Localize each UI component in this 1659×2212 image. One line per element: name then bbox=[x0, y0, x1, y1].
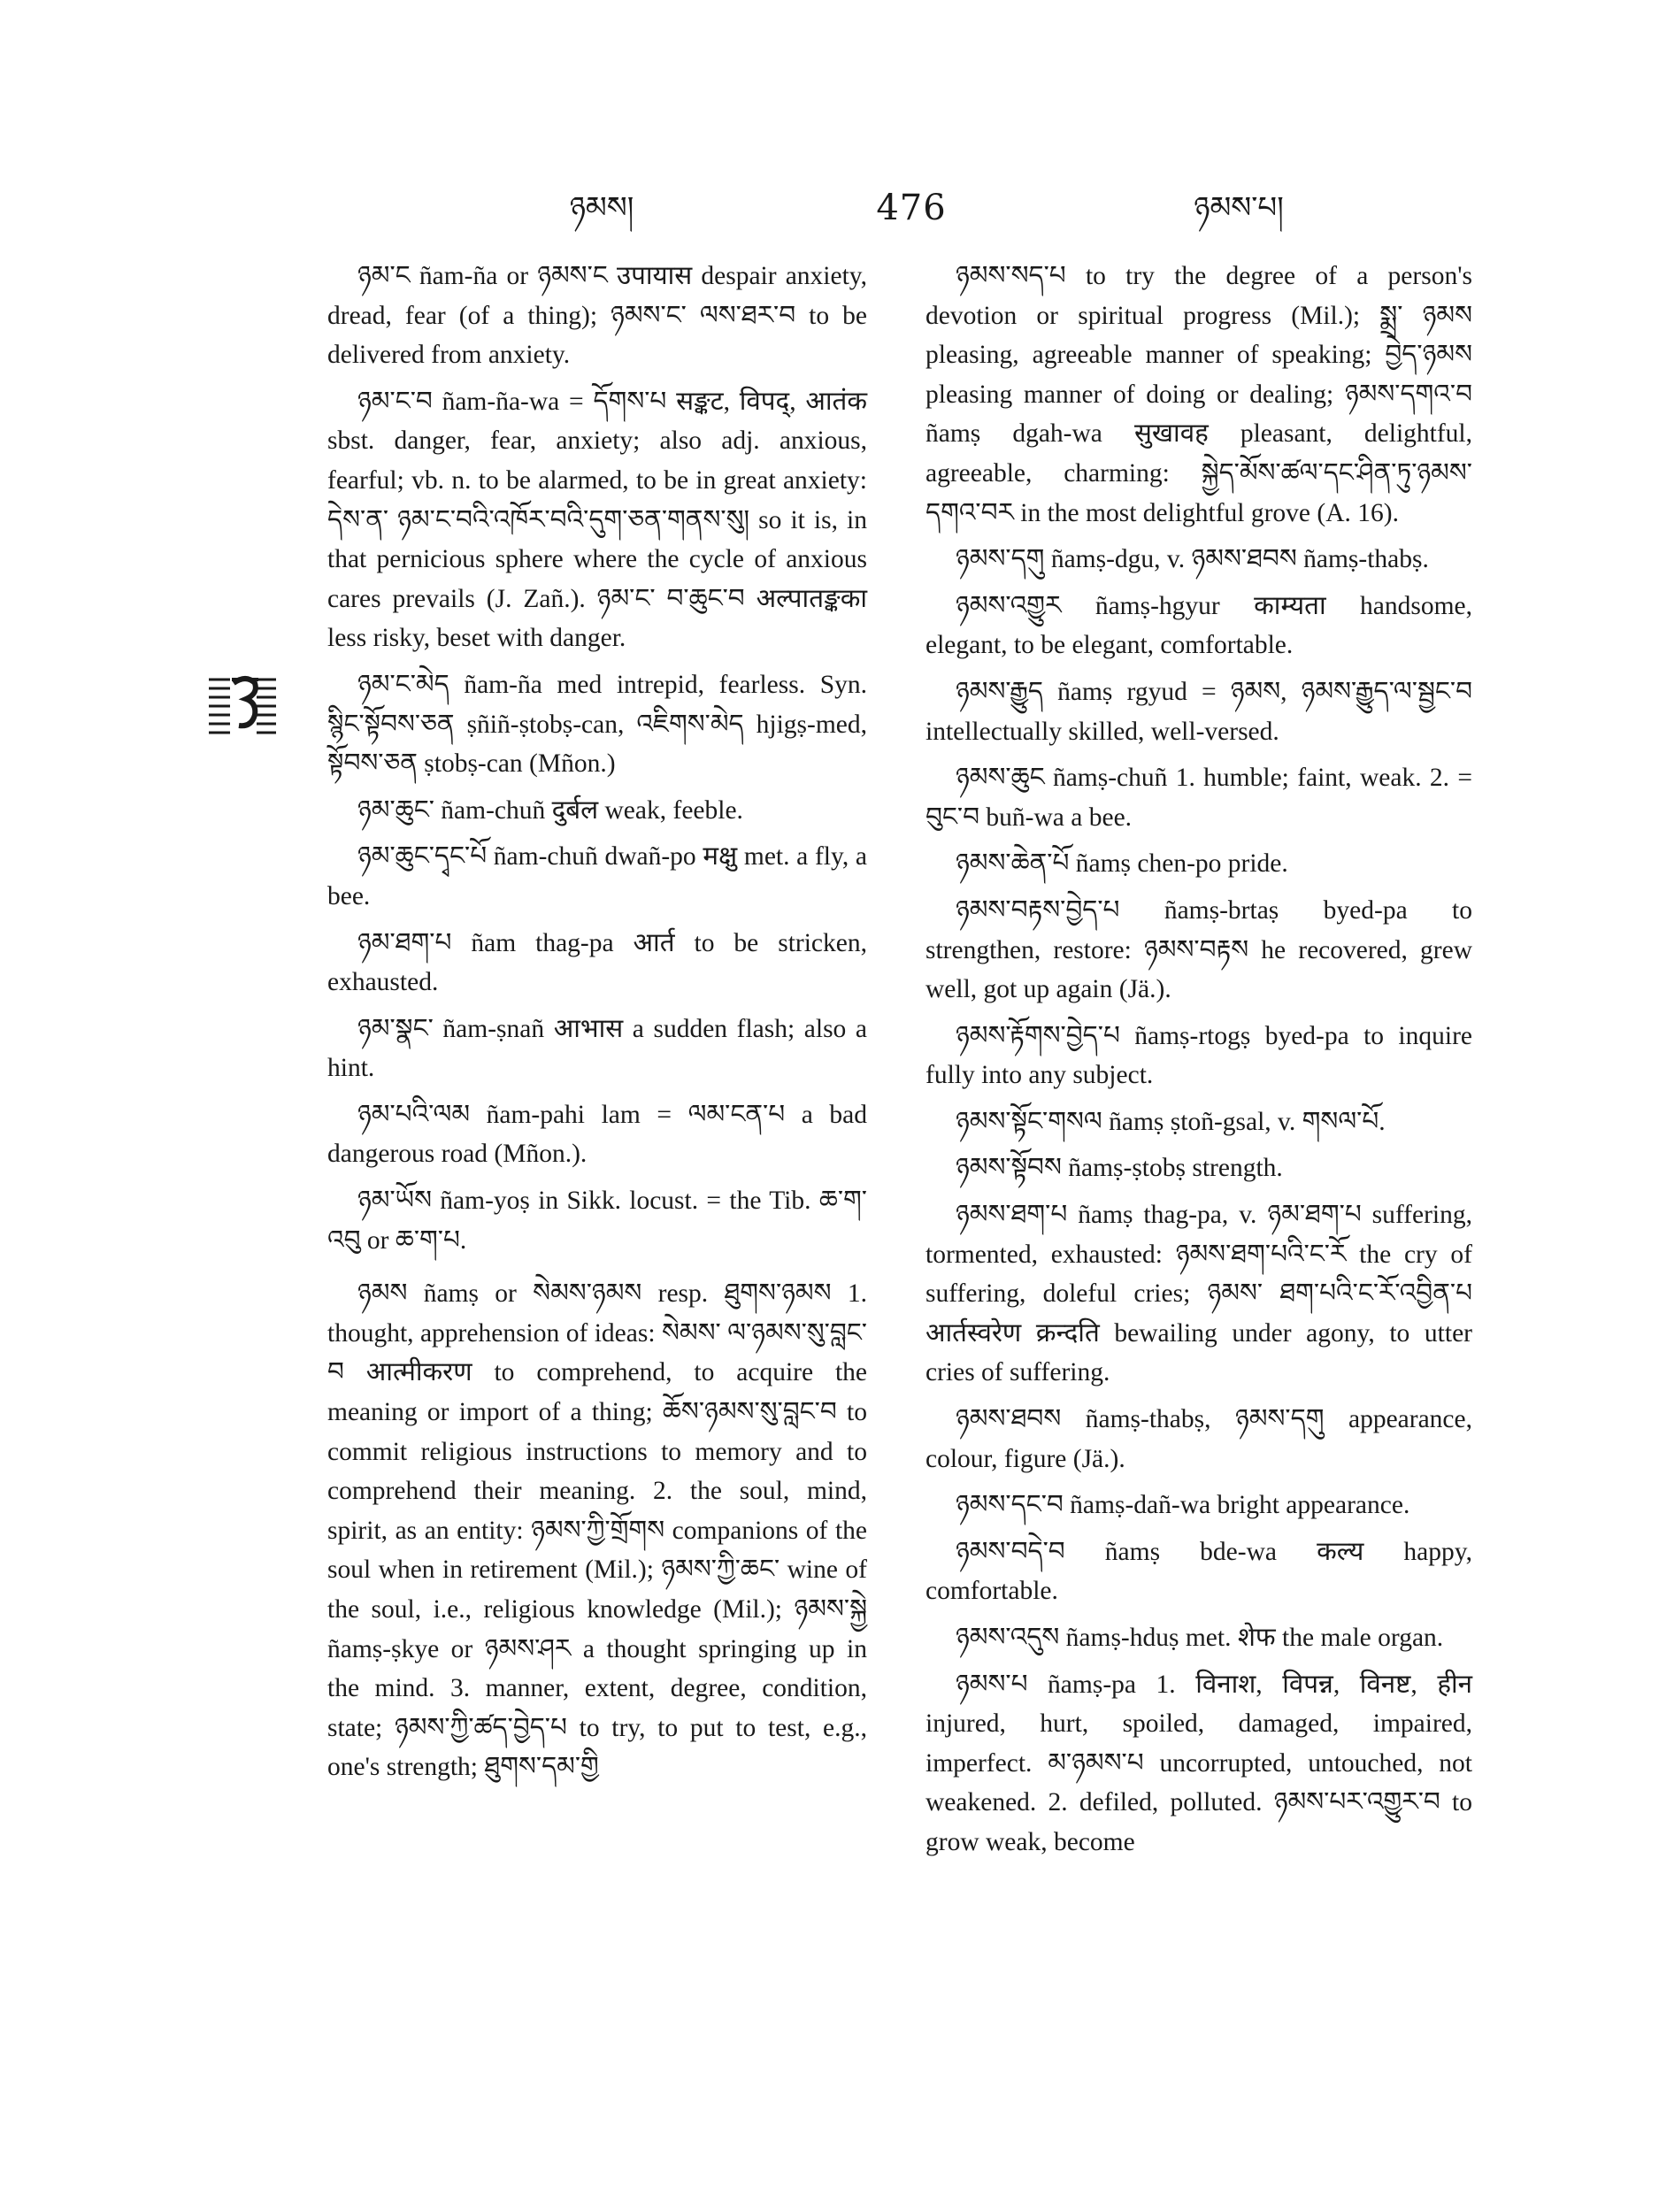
entry-nams: ཉམས ñamṣ or སེམས་ཉམས resp. ཐུགས་ཉམས 1. thought, apprehension of ideas: སེམས་ ལ་ཉམས་སུ་བླང་བ आत्मीकरण to comprehend, to acquire the meaning or import of a thing; ཆོས་ཉམས་སུ་བླང་བ to commit religious instructions to memory and to comprehend their meaning. 2. the soul, mind, spirit, as an entity: ཉམས་ཀྱི་གྲོགས companions of the soul when in retirement (Mil.); ཉམས་ཀྱི་ཆང་ wine of the soul, i.e., religious knowledge (Mil.); ཉམས་སྐྱེ ñamṣ-ṣkye or ཉམས་ཤར a thought springing up in the mind. 3. manner, extent, degree, condition, state; ཉམས་ཀྱི་ཚད་བྱེད་པ to try, to put to test, e.g., one's strength; ཐུགས་དམ་གྱི bbox=[327, 1279, 867, 1782]
entry-nams-hdus: ཉམས་འདུས ñamṣ-hduṣ met. शेफ the male organ. bbox=[956, 1624, 1444, 1652]
entry-nams-thabs: ཉམས་ཐབས ñamṣ-thabṣ, ཉམས་དགུ appearance, colour, figure (Jä.). bbox=[926, 1405, 1472, 1473]
entry-nam-chun-dwan-po: ཉམ་ཆུང་དྭང་པོ ñam-chuñ dwañ-po मक्षु met. a fly, a bee. bbox=[327, 842, 867, 910]
entry-nams-hgyur: ཉམས་འགྱུར ñamṣ-hgyur काम्यता handsome, elegant, to be elegant, comfortable. bbox=[926, 591, 1472, 660]
running-head-left: ཉམས། bbox=[569, 190, 634, 226]
left-column bbox=[327, 257, 867, 1794]
page-number: 476 bbox=[876, 188, 947, 228]
entry-nams-thag-pa: ཉམས་ཐག་པ ñamṣ thag-pa, v. ཉམ་ཐག་པ suffering, tormented, exhausted: ཉམས་ཐག་པའི་ང་རོ the cry of suffering, doleful cries; ཉམས་ ཐག་པའི་ང་རོ་འབྱིན་པ आर्तस्वरेण क्रन्दति bewailing under agony, to utter cries of suffering. bbox=[926, 1201, 1472, 1387]
entry-nam-na: ཉམ་ང ñam-ña or ཉམས་ང उपायास despair anxiety, dread, fear (of a thing); ཉམས་ང་ ལས་ཐར་བ to be delivered from anxiety. bbox=[327, 262, 867, 370]
margin-nya-glyph-icon bbox=[207, 671, 278, 738]
entry-nam-thag-pa: ཉམ་ཐག་པ ñam thag-pa आर्त to be stricken, exhausted. bbox=[327, 928, 867, 997]
entry-nams-stobs: ཉམས་སྟོབས ñamṣ-ṣtobṣ strength. bbox=[956, 1154, 1283, 1183]
entry-nams-brtas-byed-pa: ཉམས་བརྟས་བྱེད་པ ñamṣ-brtaṣ byed-pa to strengthen, restore: ཉམས་བརྟས he recovered, grew well, got up again (Jä.). bbox=[926, 895, 1472, 1004]
running-head-right: ཉམས་པ། bbox=[1194, 190, 1284, 226]
entry-nams-rgyud: ཉམས་རྒྱུད ñamṣ rgyud = ཉམས, ཉམས་རྒྱུད་ལ་སྦྱང་བ intellectually skilled, well-versed. bbox=[926, 677, 1472, 746]
entry-nams-ston-gsal: ཉམས་སྟོང་གསལ ñamṣ ṣtoñ-gsal, v. གསལ་པོ. bbox=[956, 1107, 1386, 1136]
entry-nam-na-med: ཉམ་ང་མེད ñam-ña med intrepid, fearless. Syn. སྙིང་སྟོབས་ཅན ṣñiñ-ṣtobṣ-can, འཇིགས་མེད hjigṣ-med, སྟོབས་ཅན ṣtobṣ-can (Mñon.) bbox=[327, 670, 867, 779]
entry-nam-snan: ཉམ་སྣང་ ñam-ṣnañ आभास a sudden flash; also a hint. bbox=[327, 1014, 867, 1083]
right-column bbox=[926, 257, 1472, 1870]
entry-nam-chun: ཉམ་ཆུང་ ñam-chuñ दुर्बल weak, feeble. bbox=[357, 795, 743, 825]
entry-nams-pa: ཉམས་པ ñamṣ-pa 1. विनाश, विपन्न, विनष्ट, हीन injured, hurt, spoiled, damaged, impaired, imperfect. མ་ཉམས་པ uncorrupted, untouched, not weakened. 2. defiled, polluted. ཉམས་པར་འགྱུར་བ to grow weak, become bbox=[926, 1670, 1472, 1856]
entry-nams-chen-po: ཉམས་ཆེན་པོ ñamṣ chen-po pride. bbox=[956, 849, 1288, 879]
entry-nams-chun: ཉམས་ཆུང ñamṣ-chuñ 1. humble; faint, weak. 2. = བུང་བ buñ-wa a bee. bbox=[926, 764, 1472, 832]
entry-nams-rtogs-byed-pa: ཉམས་རྟོགས་བྱེད་པ ñamṣ-rtogṣ byed-pa to inquire fully into any subject. bbox=[926, 1021, 1472, 1090]
entry-nam-na-wa: ཉམ་ང་བ ñam-ña-wa = དོགས་པ सङ्कट, विपद्, आतंक sbst. danger, fear, anxiety; also adj. anxious, fearful; vb. n. to be alarmed, to be in great anxiety: དེས་ན་ ཉམ་ང་བའི་འཁོར་བའི་དུག་ཅན་གནས་སུ། so it is, in that pernicious sphere where the cycle of anxious cares prevails (J. Zañ.). ཉམ་ང་ བ་ཆུང་བ अल्पातङ्कका less risky, beset with danger. bbox=[327, 387, 867, 653]
entry-nam-pahi-lam: ཉམ་པའི་ལམ ñam-pahi lam = ལམ་ངན་པ a bad dangerous road (Mñon.). bbox=[327, 1100, 867, 1169]
entry-nam-yos: ཉམ་ཡོས ñam-yoṣ in Sikk. locust. = the Tib. ཆ་ག་འབུ or ཆ་ག་པ. bbox=[327, 1187, 867, 1255]
entry-nams-dan-wa: ཉམས་དང་བ ñamṣ-dañ-wa bright appearance. bbox=[956, 1491, 1410, 1520]
entry-nams-dgu: ཉམས་དགུ ñamṣ-dgu, v. ཉམས་ཐབས ñamṣ-thabṣ. bbox=[956, 545, 1429, 574]
entry-nams-bde-wa: ཉམས་བདེ་བ ñamṣ bde-wa कल्य happy, comfortable. bbox=[926, 1537, 1472, 1606]
entry-nams-sad-pa: ཉམས་སད་པ to try the degree of a person's devotion or spiritual progress (Mil.); སྨྲ་ ཉམས pleasing, agreeable manner of speaking; བྱེད་ཉམས pleasing manner of doing or dealing; ཉམས་དགའ་བ ñamṣ dgah-wa सुखावह pleasant, delightful, agreeable, charming: སྐྱེད་མོས་ཚལ་དང་ཤིན་ཏུ་ཉམས་དགའ་བར in the most delightful grove (A. 16). bbox=[926, 262, 1472, 527]
